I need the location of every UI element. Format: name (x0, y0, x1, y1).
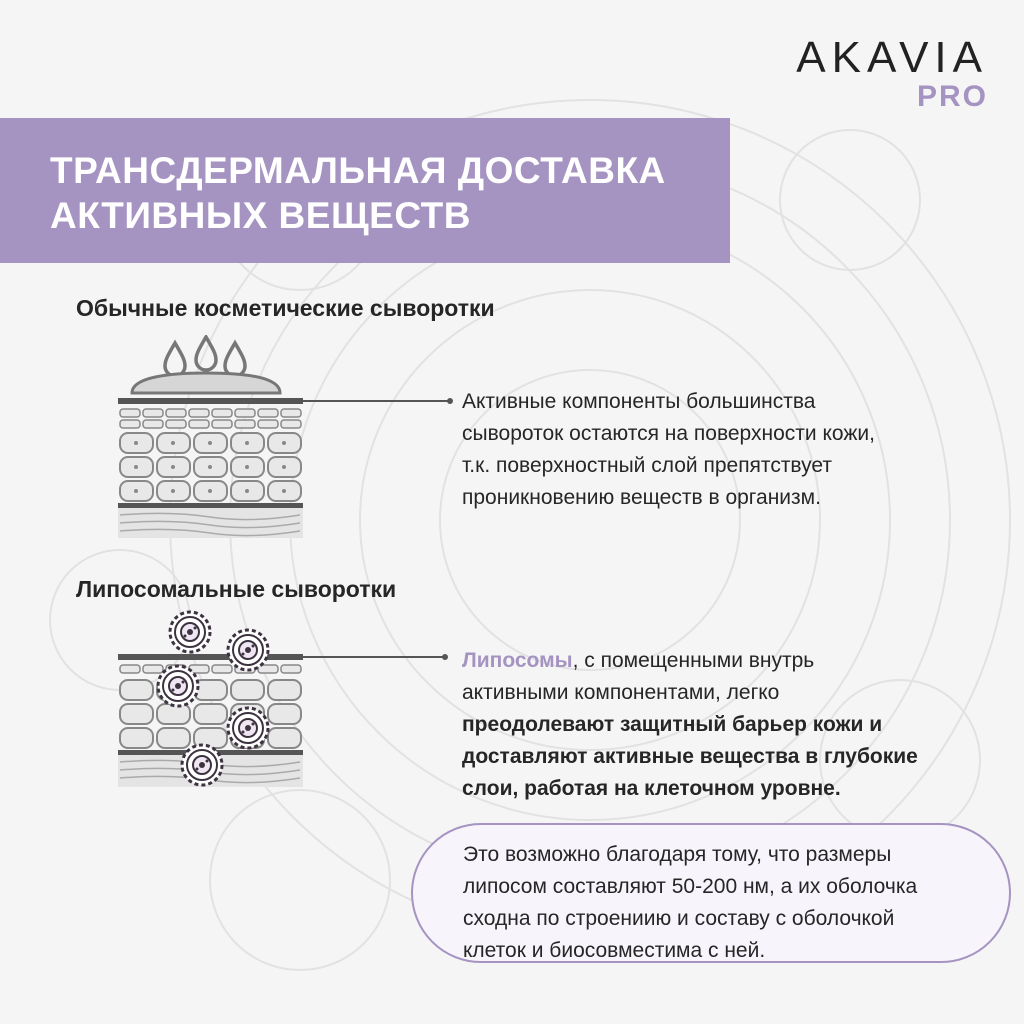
note-line: липосом составляют 50-200 нм, а их оболочка (463, 875, 918, 898)
section-regular-description (462, 386, 875, 514)
droplet-icon (165, 337, 245, 376)
title-banner (0, 118, 730, 263)
liposomal-desc-bold-line: доставляют активные вещества в глубокие (462, 745, 918, 768)
regular-desc-line: т.к. поверхностный слой препятствует (462, 454, 832, 477)
brand-logo (796, 34, 988, 112)
page-title (50, 148, 666, 238)
brand-name: AKAVIA (796, 33, 988, 82)
section-regular-title: Обычные косметические сыворотки (76, 295, 495, 321)
page-title-line1: ТРАНСДЕРМАЛЬНАЯ ДОСТАВКА (50, 150, 666, 191)
brand-sub: PRO (916, 80, 988, 113)
note-line: Это возможно благодаря тому, что размеры (463, 843, 892, 866)
liposomal-serum-illustration (110, 610, 455, 795)
note-line: сходна по строениию и составу с оболочкой (463, 907, 895, 930)
regular-desc-line: сывороток остаются на поверхности кожи, (462, 422, 875, 445)
section-liposomal-title: Липосомальные сыворотки (76, 576, 397, 602)
liposomal-desc-bold-line: преодолевают защитный барьер кожи и (462, 713, 883, 736)
note-line: клеток и биосовместима с ней. (463, 939, 766, 962)
regular-desc-line: Активные компоненты большинства (462, 390, 816, 413)
regular-serum-illustration (110, 335, 455, 540)
liposomal-desc-bold-line: слои, работая на клеточном уровне. (462, 777, 841, 800)
regular-desc-line: проникновению веществ в организм. (462, 486, 821, 509)
section-liposomal-description (462, 645, 918, 805)
page-title-line2: АКТИВНЫХ ВЕЩЕСТВ (50, 195, 471, 236)
liposomes-highlight: Липосомы (462, 649, 573, 672)
liposomal-desc-line: активными компонентами, легко (462, 681, 780, 704)
liposomal-desc-line: , с помещенными внутрь (572, 649, 815, 672)
info-note (411, 823, 1011, 963)
